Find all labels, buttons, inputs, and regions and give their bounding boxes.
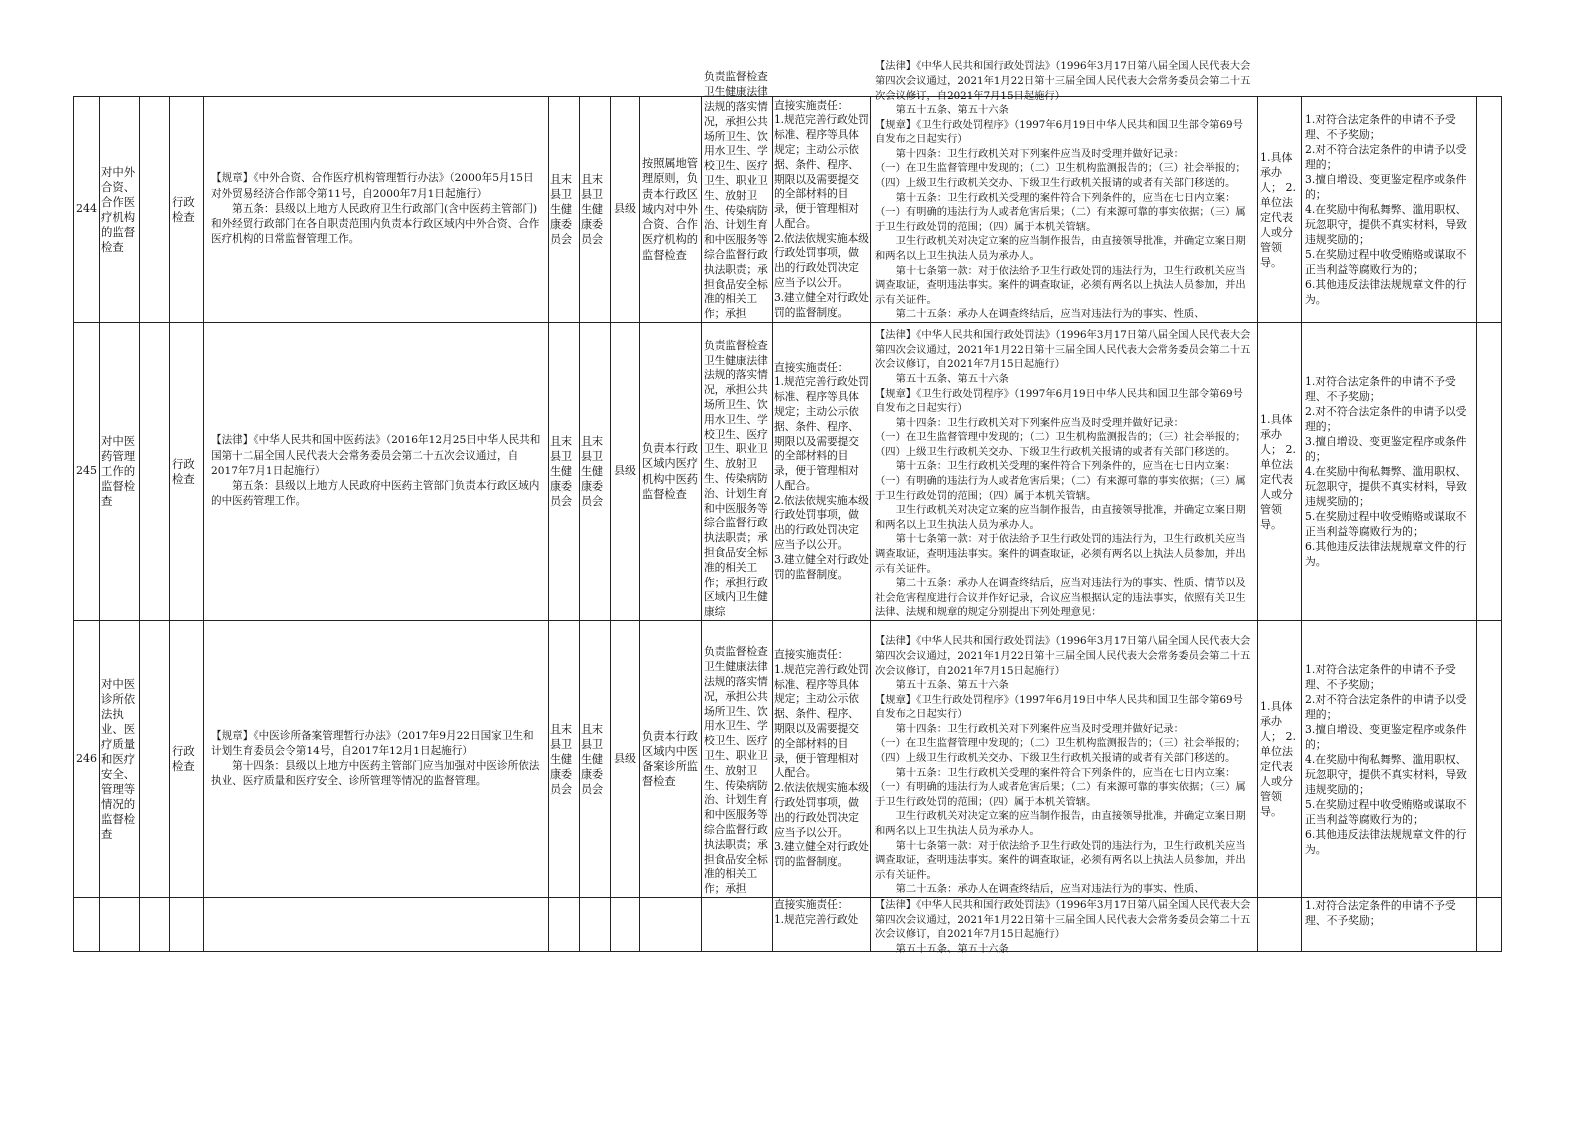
accountable-persons: 1.具体承办人； 2.单位法定代表人或分管领导。 xyxy=(1260,150,1296,269)
responsibility-scope: 按照属地管理原则，负责本行政区域内对中外合资、合作医疗机构的监督检查 xyxy=(642,157,698,262)
direct-implementation: 直接实施责任： 1.规范完善行政处罚标准、程序等具体规定；主动公示依据、条件、程序、期限以及需要提交的全部材料的目录，便于管理相对人配合。 2.依法依规实施本级行政处罚事项，做出的行政处罚决定应当予以公开。 3.建立健全对行政处罚的监督制度。 xyxy=(774,648,869,869)
direct-implementation-cell xyxy=(773,97,871,323)
remarks-cell xyxy=(1477,898,1502,952)
supervision-duties-cell xyxy=(702,323,773,621)
blank-cell xyxy=(140,621,169,897)
item-type-cell xyxy=(170,323,204,621)
item-name: 对中医药管理工作的监督检查 xyxy=(101,434,136,508)
responsibility-table xyxy=(73,60,1502,955)
procedure-basis: 【法律】《中华人民共和国行政处罚法》（1996年3月17日第八届全国人民代表大会第四次会议通过，2021年1月22日第十三届全国人民代表大会常务委员会第二十五次会议修订，自2021年7月15日起施行） 第五十五条、第五十六条 【规章】《卫生行政处罚程序》（1997年6月19日中华人民共和国卫生部令第69号 自发布之日起实行） 第十四条：卫生行政机关对下列案件应当及时受理并做好记录： （一）在卫生监督管理中发现的；（二）卫生机构监测报告的；（三）社会举报的；（四）上级卫生行政机关交办、下级卫生行政机关报请的或者有关部门移送的。 第十五条：卫生行政机关受理的案件符合下列条件的，应当在七日内立案：（一）有明确的违法行为人或者危害后果；（二）有来源可靠的事实依据；（三）属于卫生行政处罚的范围；（四）属于本机关管辖。 卫生行政机关对决定立案的应当制作报告，由直接领导批准，并确定立案日期和两名以上卫生执法人员为承办人。 第十七条第一款：对于依法给予卫生行政处罚的违法行为，卫生行政机关应当调查取证，查明违法事实。案件的调查取证，必须有两名以上执法人员参加，并出示有关证件。 第二十五条：承办人在调查终结后，应当对违法行为的事实、性质、 xyxy=(875,635,1251,896)
accountability-cases: 1.对符合法定条件的申请不予受理、不予奖励； xyxy=(1305,899,1456,927)
responsibility-scope-cell xyxy=(640,621,702,898)
admin-level: 县级 xyxy=(614,751,636,765)
accountable-persons-cell xyxy=(1258,898,1302,952)
procedure-basis: 【法律】《中华人民共和国行政处罚法》（1996年3月17日第八届全国人民代表大会第四次会议通过，2021年1月22日第十三届全国人民代表大会常务委员会第二十五次会议修订，自2021年7月15日起施行） 第五十五条、第五十六条 【规章】《卫生行政处罚程序》（1997年6月19日中华人民共和国卫生部令第69号 自发布之日起实行） 第十四条：卫生行政机关对下列案件应当及时受理并做好记录： （一）在卫生监督管理中发现的；（二）卫生机构监测报告的；（三）社会举报的；（四）上级卫生行政机关交办、下级卫生行政机关报请的或者有关部门移送的。 第十五条：卫生行政机关受理的案件符合下列条件的，应当在七日内立案：（一）有明确的违法行为人或者危害后果；（二）有来源可靠的事实依据；（三）属于卫生行政处罚的范围；（四）属于本机关管辖。 卫生行政机关对决定立案的应当制作报告，由直接领导批准，并确定立案日期和两名以上卫生执法人员为承办人。 第十七条第一款：对于依法给予卫生行政处罚的违法行为，卫生行政机关应当调查取证，查明违法事实。案件的调查取证，必须有两名以上执法人员参加，并出示有关证件。 第二十五条：承办人在调查终结后，应当对违法行为的事实、性质、 xyxy=(875,60,1251,321)
supervision-duties: 负责监督检查卫生健康法律法规的落实情况，承担公共场所卫生、饮用水卫生、学校卫生、医疗卫生、职业卫生、放射卫生、传染病防治、计划生育和中医服务等综合监督行政执法职责；承担食品安全标准的相关工作；承担 xyxy=(704,645,768,896)
item-name-cell xyxy=(100,621,140,898)
row-number: 245 xyxy=(76,464,97,478)
remarks-cell xyxy=(1477,621,1502,898)
item-name-cell xyxy=(100,323,140,621)
accountable-persons: 1.具体承办人； 2.单位法定代表人或分管领导。 xyxy=(1260,700,1296,818)
supervision-duties: 负责监督检查卫生健康法律法规的落实情况，承担公共场所卫生、饮用水卫生、学校卫生、医疗卫生、职业卫生、放射卫生、传染病防治、计划生育和中医服务等综合监督行政执法职责；承担食品安全标准的相关工作；承担 xyxy=(704,70,768,321)
legal-basis: 【法律】《中华人民共和国中医药法》（2016年12月25日中华人民共和国第十二届全国人民代表大会常务委员会第二十五次会议通过，自2017年7月1日起施行） 第五条：县级以上地方人民政府中医药主管部门负责本行政区域内的中医药管理工作。 xyxy=(211,434,541,508)
item-type: 行政检查 xyxy=(172,744,195,773)
accountability-cases: 1.对符合法定条件的申请不予受理、不予奖励； 2.对不符合法定条件的申请予以受理的； 3.擅自增设、变更鉴定程序或条件的； 4.在奖励中徇私舞弊、滥用职权、玩忽职守，提供不真实材料，导致违规奖励的； 5.在奖励过程中收受贿赂或谋取不正当利益等腐败行为的； 6.其他违反法律法规规章文件的行为。 xyxy=(1305,113,1467,306)
blank-cell-cell xyxy=(140,323,170,621)
procedure-basis-cell xyxy=(871,621,1258,898)
implementing-body: 且末县卫生健康委员会 xyxy=(550,173,572,246)
implementing-body-cell xyxy=(549,323,580,621)
responsibility-scope: 负责本行政区域内中医备案诊所监督检查 xyxy=(642,729,698,789)
admin-level-cell xyxy=(611,898,640,952)
accountability-cases: 1.对符合法定条件的申请不予受理、不予奖励； 2.对不符合法定条件的申请予以受理的； 3.擅自增设、变更鉴定程序或条件的； 4.在奖励中徇私舞弊、滥用职权、玩忽职守，提供不真实材料，导致违规奖励的； 5.在奖励过程中收受贿赂或谋取不正当利益等腐败行为的； 6.其他违反法律法规规章文件的行为。 xyxy=(1305,375,1467,568)
table-row xyxy=(74,323,1502,621)
accountable-persons: 1.具体承办人； 2.单位法定代表人或分管领导。 xyxy=(1260,412,1296,531)
supervision-duties-cell xyxy=(702,70,773,323)
admin-level-cell xyxy=(611,97,640,323)
procedure-basis: 【法律】《中华人民共和国行政处罚法》（1996年3月17日第八届全国人民代表大会第四次会议通过，2021年1月22日第十三届全国人民代表大会常务委员会第二十五次会议修订，自2021年7月15日起施行） 第五十五条、第五十六条 xyxy=(875,899,1251,955)
remarks xyxy=(1477,898,1501,951)
admin-level: 县级 xyxy=(614,464,636,478)
row-number: 244 xyxy=(76,202,97,216)
responsibility-scope xyxy=(640,898,701,951)
legal-basis-cell xyxy=(204,621,549,898)
item-type: 行政检查 xyxy=(172,456,195,486)
blank-cell xyxy=(140,323,169,620)
direct-implementation: 直接实施责任： 1.规范完善行政处罚标准、程序等具体规定；主动公示依据、条件、程序、期限以及需要提交的全部材料的目录，便于管理相对人配合。 2.依法依规实施本级行政处罚事项，做出的行政处罚决定应当予以公开。 3.建立健全对行政处罚的监督制度。 xyxy=(774,98,869,319)
supervision-duties: 负责监督检查卫生健康法律法规的落实情况，承担公共场所卫生、饮用水卫生、学校卫生、医疗卫生、职业卫生、放射卫生、传染病防治、计划生育和中医服务等综合监督行政执法职责；承担食品安全标准的相关工作；承担行政区域内卫生健康综 xyxy=(704,338,768,619)
item-type: 行政检查 xyxy=(172,194,195,224)
responsible-body-cell xyxy=(580,323,611,621)
accountability-cases-cell xyxy=(1302,97,1477,323)
implementing-body-cell xyxy=(549,97,580,323)
supervision-duties-cell xyxy=(702,621,773,898)
accountable-persons-cell xyxy=(1258,621,1302,898)
remarks xyxy=(1477,323,1501,620)
procedure-basis-cell xyxy=(871,898,1258,955)
procedure-basis-cell xyxy=(871,60,1258,323)
direct-implementation: 直接实施责任： 1.规范完善行政处罚标准、程序等具体规定；主动公示依据、条件、程序、期限以及需要提交的全部材料的目录，便于管理相对人配合。 2.依法依规实施本级行政处罚事项，做出的行政处罚决定应当予以公开。 3.建立健全对行政处罚的监督制度。 xyxy=(774,360,869,581)
supervision-duties-cell xyxy=(702,898,773,952)
item-name-cell xyxy=(100,898,140,952)
responsible-body: 且末县卫生健康委员会 xyxy=(581,722,603,796)
direct-implementation-cell xyxy=(773,898,871,952)
responsible-body: 且末县卫生健康委员会 xyxy=(581,173,603,246)
direct-implementation-cell xyxy=(773,323,871,621)
implementing-body-cell xyxy=(549,621,580,898)
implementing-body xyxy=(549,898,579,951)
responsibility-scope-cell xyxy=(640,898,702,952)
blank-cell xyxy=(140,97,169,322)
direct-implementation: 直接实施责任： 1.规范完善行政处 xyxy=(774,898,859,926)
accountability-cases: 1.对符合法定条件的申请不予受理、不予奖励； 2.对不符合法定条件的申请予以受理的； 3.擅自增设、变更鉴定程序或条件的； 4.在奖励中徇私舞弊、滥用职权、玩忽职守，提供不真实材料，导致违规奖励的； 5.在奖励过程中收受贿赂或谋取不正当利益等腐败行为的； 6.其他违反法律法规规章文件的行为。 xyxy=(1305,662,1467,856)
remarks xyxy=(1477,97,1501,322)
implementing-body-cell xyxy=(549,898,580,952)
blank-cell-cell xyxy=(140,898,170,952)
row-number-cell xyxy=(74,323,100,621)
blank-cell xyxy=(140,898,169,951)
admin-level xyxy=(611,898,639,951)
legal-basis-cell xyxy=(204,323,549,621)
remarks-cell xyxy=(1477,323,1502,621)
item-name: 对中外合资、合作医疗机构的监督检查 xyxy=(101,164,136,254)
responsible-body-cell xyxy=(580,97,611,323)
implementing-body: 且末县卫生健康委员会 xyxy=(550,435,572,508)
admin-level-cell xyxy=(611,621,640,898)
accountable-persons xyxy=(1258,898,1301,951)
remarks-cell xyxy=(1477,97,1502,323)
item-name xyxy=(100,898,139,951)
item-type-cell xyxy=(170,621,204,898)
admin-level-cell xyxy=(611,323,640,621)
row-number xyxy=(74,898,99,951)
supervision-duties xyxy=(702,898,772,951)
row-number-cell xyxy=(74,898,100,952)
table-row xyxy=(74,898,1502,952)
accountability-cases-cell xyxy=(1302,898,1477,952)
implementing-body: 且末县卫生健康委员会 xyxy=(550,722,572,796)
admin-level: 县级 xyxy=(614,202,636,216)
row-number-cell xyxy=(74,621,100,898)
legal-basis-cell xyxy=(204,898,549,952)
legal-basis xyxy=(204,898,548,951)
item-name: 对中医诊所依法执业、医疗质量和医疗安全、管理等情况的监督检查 xyxy=(101,676,136,841)
blank-cell-cell xyxy=(140,621,170,898)
procedure-basis: 【法律】《中华人民共和国行政处罚法》（1996年3月17日第八届全国人民代表大会第四次会议通过，2021年1月22日第十三届全国人民代表大会常务委员会第二十五次会议修订，自2021年7月15日起施行） 第五十五条、第五十六条 【规章】《卫生行政处罚程序》（1997年6月19日中华人民共和国卫生部令第69号 自发布之日起实行） 第十四条：卫生行政机关对下列案件应当及时受理并做好记录： （一）在卫生监督管理中发现的；（二）卫生机构监测报告的；（三）社会举报的；（四）上级卫生行政机关交办、下级卫生行政机关报请的或者有关部门移送的。 第十五条：卫生行政机关受理的案件符合下列条件的，应当在七日内立案：（一）有明确的违法行为人或者危害后果；（二）有来源可靠的事实依据；（三）属于卫生行政处罚的范围；（四）属于本机关管辖。 卫生行政机关对决定立案的应当制作报告，由直接领导批准，并确定立案日期和两名以上卫生执法人员为承办人。 第十七条第一款：对于依法给予卫生行政处罚的违法行为，卫生行政机关应当调查取证，查明违法事实。案件的调查取证，必须有两名以上执法人员参加，并出示有关证件。 第二十五条：承办人在调查终结后，应当对违法行为的事实、性质、情节以及社会危害程度进行合议并作好记录，合议应当根据认定的违法事实，依照有关卫生法律、法规和规章的规定分别提出下列处理意见： xyxy=(875,329,1251,619)
procedure-basis-cell xyxy=(871,323,1258,621)
legal-basis: 【规章】《中外合资、合作医疗机构管理暂行办法》（2000年5月15日对外贸易经济合作部令第11号，自2000年7月1日起施行） 第五条：县级以上地方人民政府卫生行政部门(含中医药主管部门)和外经贸行政部门在各自职责范围内负责本行政区域内中外合资、合作医疗机构的日常监督管理工作。 xyxy=(211,172,540,246)
row-number: 246 xyxy=(76,751,97,765)
accountable-persons-cell xyxy=(1258,323,1302,621)
item-type-cell xyxy=(170,898,204,952)
responsible-body-cell xyxy=(580,621,611,898)
responsibility-scope-cell xyxy=(640,323,702,621)
row-number-cell xyxy=(74,97,100,323)
responsibility-scope-cell xyxy=(640,97,702,323)
legal-basis: 【规章】《中医诊所备案管理暂行办法》（2017年9月22日国家卫生和计划生育委员会令第14号，自2017年12月1日起施行） 第十四条：县级以上地方中医药主管部门应当加强对中医诊所依法执业、医疗质量和医疗安全、诊所管理等情况的监督管理。 xyxy=(211,729,540,788)
responsible-body xyxy=(580,898,610,951)
accountable-persons-cell xyxy=(1258,97,1302,323)
accountability-cases-cell xyxy=(1302,621,1477,898)
direct-implementation-cell xyxy=(773,621,871,898)
table-row xyxy=(74,621,1502,898)
responsible-body-cell xyxy=(580,898,611,952)
responsibility-scope: 负责本行政区域内医疗机构中医药监督检查 xyxy=(642,442,698,501)
table-row xyxy=(74,97,1502,323)
item-type-cell xyxy=(170,97,204,323)
responsible-body: 且末县卫生健康委员会 xyxy=(581,435,603,508)
accountability-cases-cell xyxy=(1302,323,1477,621)
blank-cell-cell xyxy=(140,97,170,323)
item-name-cell xyxy=(100,97,140,323)
remarks xyxy=(1477,621,1501,897)
item-type xyxy=(170,898,203,951)
legal-basis-cell xyxy=(204,97,549,323)
